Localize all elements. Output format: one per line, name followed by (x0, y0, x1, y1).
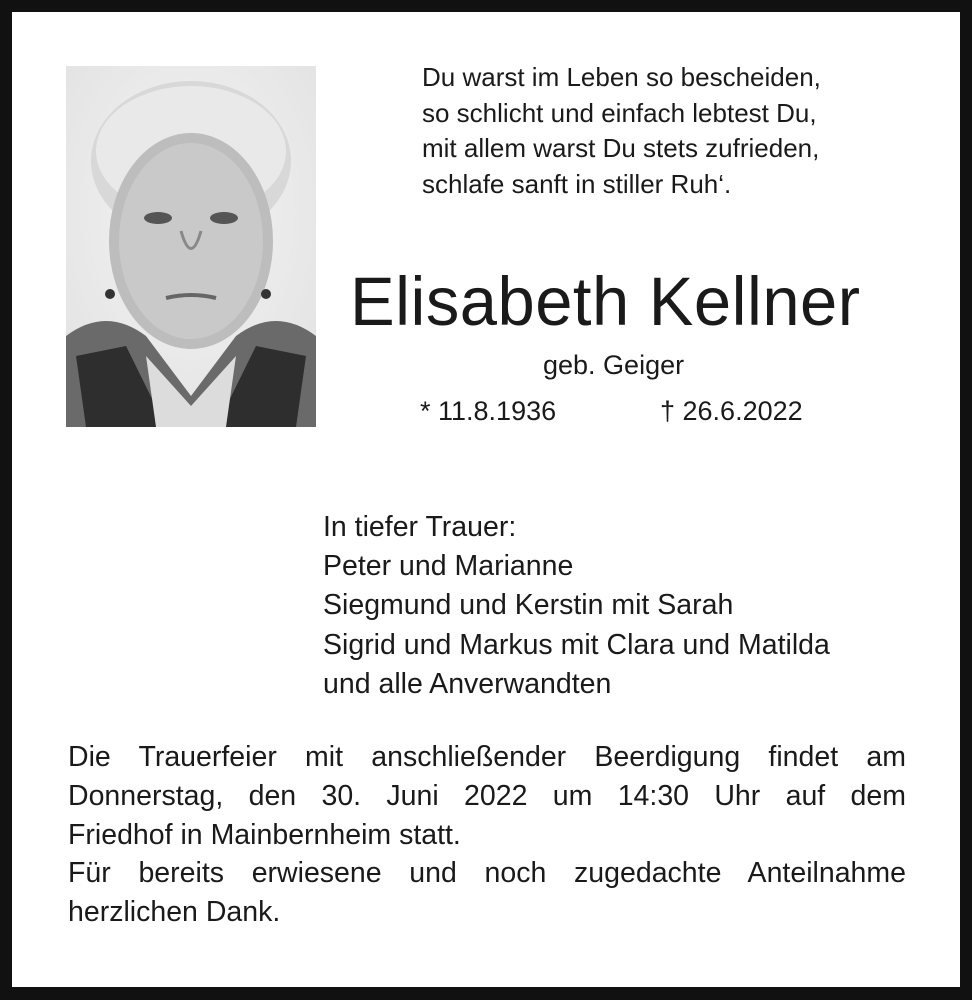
mourners-line: In tiefer Trauer: (323, 511, 517, 543)
funeral-info-line: Donnerstag, den 30. Juni 2022 um 14:30 Uhr auf dem (68, 779, 906, 812)
mourners-line: Sigrid und Markus mit Clara und Matilda (323, 628, 830, 661)
funeral-info-line: Die Trauerfeier mit anschließender Beerdigung findet am (68, 741, 906, 773)
death-date: † 26.6.2022 (660, 396, 803, 426)
mourners-line: und alle Anverwandten (323, 667, 612, 700)
thanks-line: herzlichen Dank. (68, 896, 281, 929)
poem-line: schlafe sanft in stiller Ruh‘. (422, 168, 732, 199)
mourners-line: Peter und Marianne (323, 550, 574, 583)
funeral-info (68, 738, 906, 932)
poem-line: so schlicht und einfach lebtest Du, (422, 97, 817, 128)
portrait-photo (66, 66, 316, 427)
maiden-name: geb. Geiger (543, 350, 685, 380)
deceased-name: Elisabeth Kellner (350, 263, 861, 340)
thanks-line: Für bereits erwiesene und noch zugedachte Anteilnahme (68, 857, 906, 890)
poem (422, 60, 821, 202)
mourners-line: Siegmund und Kerstin mit Sarah (323, 589, 734, 622)
mourners-list (323, 508, 830, 704)
poem-line: mit allem warst Du stets zufrieden, (422, 133, 820, 163)
poem-line: Du warst im Leben so bescheiden, (422, 62, 821, 92)
funeral-info-line: Friedhof in Mainbernheim statt. (68, 818, 461, 851)
birth-date: * 11.8.1936 (420, 396, 557, 426)
